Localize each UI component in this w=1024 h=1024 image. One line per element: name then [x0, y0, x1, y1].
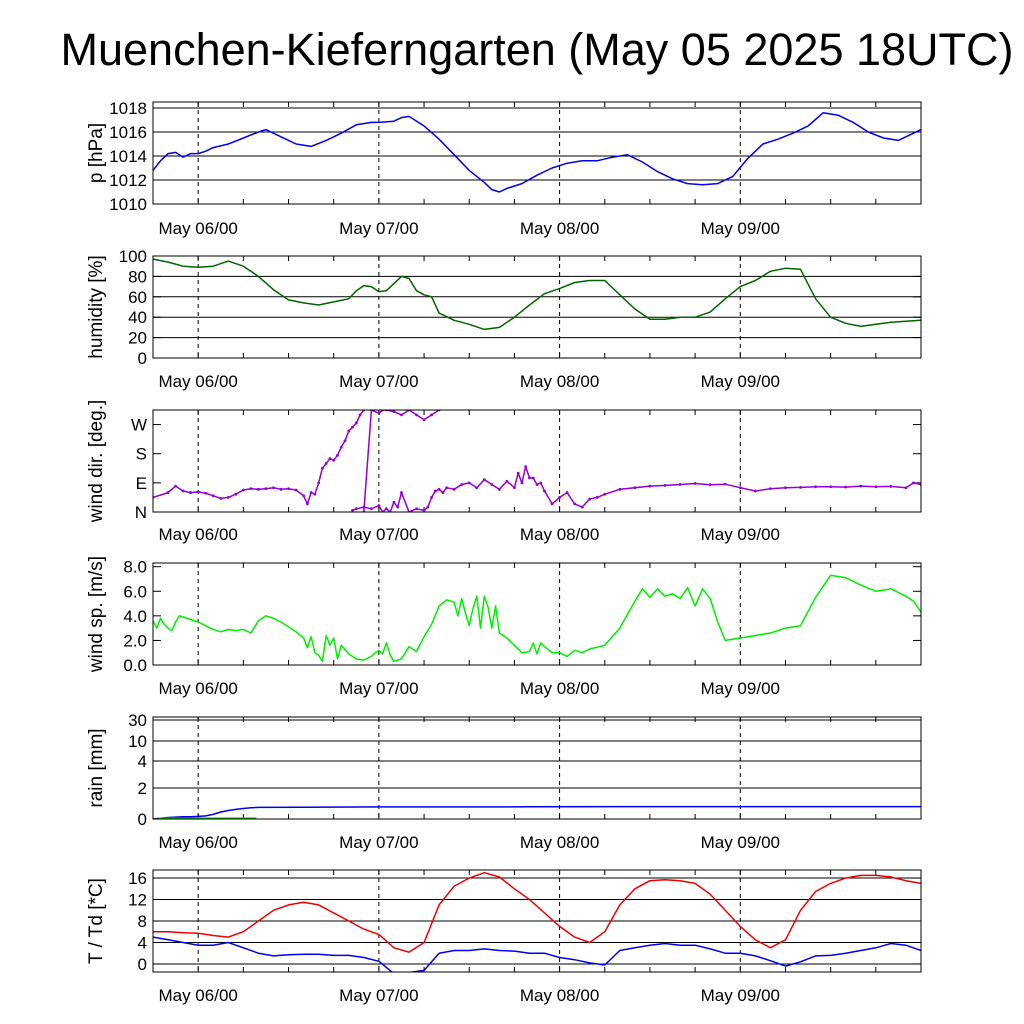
data-point	[460, 483, 463, 486]
plot-frame	[153, 256, 921, 358]
y-axis-label: humidity [%]	[86, 255, 107, 359]
data-point	[551, 503, 554, 506]
y-tick-label: 16	[128, 869, 147, 889]
data-point	[889, 485, 892, 488]
data-point	[332, 459, 335, 462]
data-point	[724, 483, 727, 486]
data-point	[441, 491, 444, 494]
y-tick-label: 4.0	[123, 606, 147, 626]
data-point	[313, 493, 316, 496]
data-point	[754, 490, 757, 493]
data-point	[351, 426, 354, 429]
data-point	[829, 485, 832, 488]
data-point	[874, 485, 877, 488]
data-point	[174, 485, 177, 488]
x-tick-label: May 06/00	[158, 372, 238, 391]
data-point	[769, 487, 772, 490]
data-point	[859, 485, 862, 488]
data-point	[359, 413, 362, 416]
data-point	[679, 483, 682, 486]
data-point	[400, 491, 403, 494]
data-point	[423, 418, 426, 421]
series-line	[364, 410, 439, 512]
data-point	[434, 490, 437, 493]
plot-frame	[153, 563, 921, 665]
data-point	[167, 491, 170, 494]
data-point	[385, 507, 388, 510]
data-point	[709, 483, 712, 486]
data-point	[505, 480, 508, 483]
x-tick-label: May 08/00	[519, 372, 600, 391]
data-point	[430, 496, 433, 499]
panel-5	[86, 711, 921, 852]
data-point	[581, 506, 584, 509]
y-tick-label: 12	[128, 890, 147, 910]
data-point	[393, 501, 396, 504]
series-group	[153, 259, 921, 329]
data-point	[539, 481, 542, 484]
x-tick-label: May 06/00	[158, 986, 238, 1005]
data-point	[430, 413, 433, 416]
y-tick-label: 4	[137, 752, 147, 771]
data-point	[321, 467, 324, 470]
data-point	[336, 454, 339, 457]
y-tick-label: 1012	[109, 171, 147, 190]
data-point	[445, 486, 448, 489]
x-tick-label: May 07/00	[339, 679, 419, 698]
data-point	[426, 506, 429, 509]
data-point	[415, 507, 418, 510]
data-point	[393, 410, 396, 413]
y-tick-label: E	[135, 473, 147, 493]
data-point	[588, 498, 591, 501]
y-axis-label: wind sp. [m/s]	[86, 555, 107, 673]
x-tick-label: May 09/00	[700, 372, 780, 391]
data-point	[377, 504, 380, 507]
data-point	[400, 413, 403, 416]
data-point	[265, 487, 268, 490]
x-tick-label: May 08/00	[519, 833, 600, 852]
data-point	[814, 485, 817, 488]
data-point	[347, 430, 350, 433]
data-point	[694, 482, 697, 485]
data-point	[558, 496, 561, 499]
data-point	[498, 488, 501, 491]
x-tick-label: May 06/00	[158, 525, 238, 544]
page-title: Muenchen-Kieferngarten (May 05 2025 18UTC)	[60, 24, 1014, 75]
data-point	[272, 486, 275, 489]
series-line	[153, 807, 921, 819]
data-point	[197, 491, 200, 494]
x-tick-label: May 06/00	[158, 679, 238, 698]
data-point	[438, 488, 441, 491]
y-tick-label: 8	[137, 912, 147, 931]
x-tick-label: May 09/00	[700, 679, 780, 698]
x-tick-label: May 08/00	[519, 525, 600, 544]
panel-4	[86, 556, 921, 698]
data-point	[377, 412, 380, 415]
y-tick-label: 20	[128, 328, 147, 348]
data-point	[532, 477, 535, 480]
data-point	[844, 486, 847, 489]
series-line	[153, 575, 921, 661]
data-point	[189, 491, 192, 494]
panel-3	[86, 400, 922, 544]
y-tick-label: 2.0	[123, 631, 147, 651]
data-point	[344, 439, 347, 442]
x-tick-label: May 07/00	[339, 372, 419, 391]
data-point	[596, 496, 599, 499]
y-tick-label: 1016	[109, 123, 147, 142]
x-tick-label: May 09/00	[700, 833, 780, 852]
y-tick-label: 8.0	[123, 557, 147, 577]
data-point	[415, 413, 418, 416]
x-tick-label: May 09/00	[700, 986, 780, 1005]
y-tick-label: 80	[128, 267, 147, 287]
y-tick-label: 0	[137, 954, 147, 974]
data-point	[468, 481, 471, 484]
data-point	[325, 462, 328, 465]
series-line	[153, 873, 921, 952]
panel-6	[86, 869, 921, 1005]
x-tick-label: May 07/00	[339, 833, 419, 852]
y-tick-label: 0	[137, 349, 147, 368]
y-tick-label: 40	[128, 308, 147, 328]
data-point	[543, 490, 546, 493]
y-tick-label: 1014	[109, 147, 147, 166]
data-point	[310, 491, 313, 494]
y-tick-label: 1010	[109, 195, 147, 214]
y-tick-label: 100	[118, 247, 147, 266]
y-tick-label: 0	[137, 810, 147, 829]
series-line	[153, 259, 921, 329]
data-point	[566, 491, 569, 494]
data-point	[528, 477, 531, 480]
series-group	[153, 575, 921, 661]
data-point	[340, 446, 343, 449]
y-tick-label: 4	[137, 933, 147, 953]
x-tick-label: May 06/00	[158, 833, 238, 852]
x-tick-label: May 07/00	[339, 525, 419, 544]
x-tick-label: May 07/00	[339, 986, 419, 1005]
data-point	[355, 422, 358, 425]
data-point	[182, 490, 185, 493]
data-point	[483, 478, 486, 481]
data-point	[280, 488, 283, 491]
data-point	[302, 494, 305, 497]
x-tick-label: May 09/00	[700, 525, 780, 544]
y-axis-label: p [hPa]	[86, 122, 107, 184]
data-point	[536, 483, 539, 486]
series-group	[153, 807, 921, 819]
data-point	[603, 493, 606, 496]
data-point	[912, 481, 915, 484]
data-point	[633, 486, 636, 489]
data-point	[739, 486, 742, 489]
y-tick-label: 10	[128, 732, 147, 751]
y-tick-label: S	[135, 444, 147, 464]
data-point	[287, 487, 290, 490]
plot-frame	[153, 717, 921, 819]
data-point	[517, 472, 520, 475]
data-point	[306, 503, 309, 506]
data-point	[204, 492, 207, 495]
x-tick-label: May 08/00	[519, 986, 600, 1005]
data-point	[242, 489, 245, 492]
data-point	[524, 465, 527, 468]
x-tick-label: May 09/00	[700, 219, 780, 238]
data-point	[453, 488, 456, 491]
x-tick-label: May 07/00	[339, 219, 419, 238]
panel-2	[86, 247, 921, 391]
y-axis-label: wind dir. [deg.]	[86, 399, 107, 523]
plot-frame	[153, 410, 921, 512]
data-point	[664, 484, 667, 487]
x-tick-label: May 08/00	[519, 679, 600, 698]
panel-1	[86, 99, 921, 238]
data-point	[396, 506, 399, 509]
data-point	[351, 509, 354, 512]
data-point	[521, 481, 524, 484]
data-point	[317, 481, 320, 484]
data-point	[257, 488, 260, 491]
data-point	[475, 486, 478, 489]
y-tick-label: W	[130, 415, 147, 435]
y-tick-label: 2	[137, 779, 147, 798]
x-tick-label: May 08/00	[519, 219, 600, 238]
y-axis-label: rain [mm]	[86, 728, 107, 808]
y-tick-label: 6.0	[123, 582, 147, 602]
y-tick-label: 0.0	[123, 656, 147, 675]
data-point	[295, 489, 298, 492]
data-point	[329, 457, 332, 460]
data-point	[905, 486, 908, 489]
data-point	[784, 486, 787, 489]
data-point	[212, 494, 215, 497]
data-point	[227, 496, 230, 499]
y-axis-label: T / Td [*C]	[86, 878, 107, 964]
data-point	[799, 486, 802, 489]
data-point	[618, 488, 621, 491]
data-point	[513, 486, 516, 489]
data-point	[370, 507, 373, 510]
plot-frame	[153, 102, 921, 204]
series-group	[152, 409, 923, 514]
series-group	[153, 873, 921, 974]
x-tick-label: May 06/00	[158, 219, 238, 238]
data-point	[490, 483, 493, 486]
data-point	[249, 487, 252, 490]
data-point	[649, 485, 652, 488]
data-point	[573, 503, 576, 506]
y-tick-label: 1018	[109, 99, 147, 118]
y-tick-label: 60	[128, 287, 147, 307]
y-tick-label: N	[134, 503, 147, 522]
data-point	[362, 506, 365, 509]
data-point	[219, 497, 222, 500]
data-point	[234, 493, 237, 496]
y-tick-label: 30	[128, 711, 147, 730]
data-point	[423, 509, 426, 512]
data-point	[355, 507, 358, 510]
